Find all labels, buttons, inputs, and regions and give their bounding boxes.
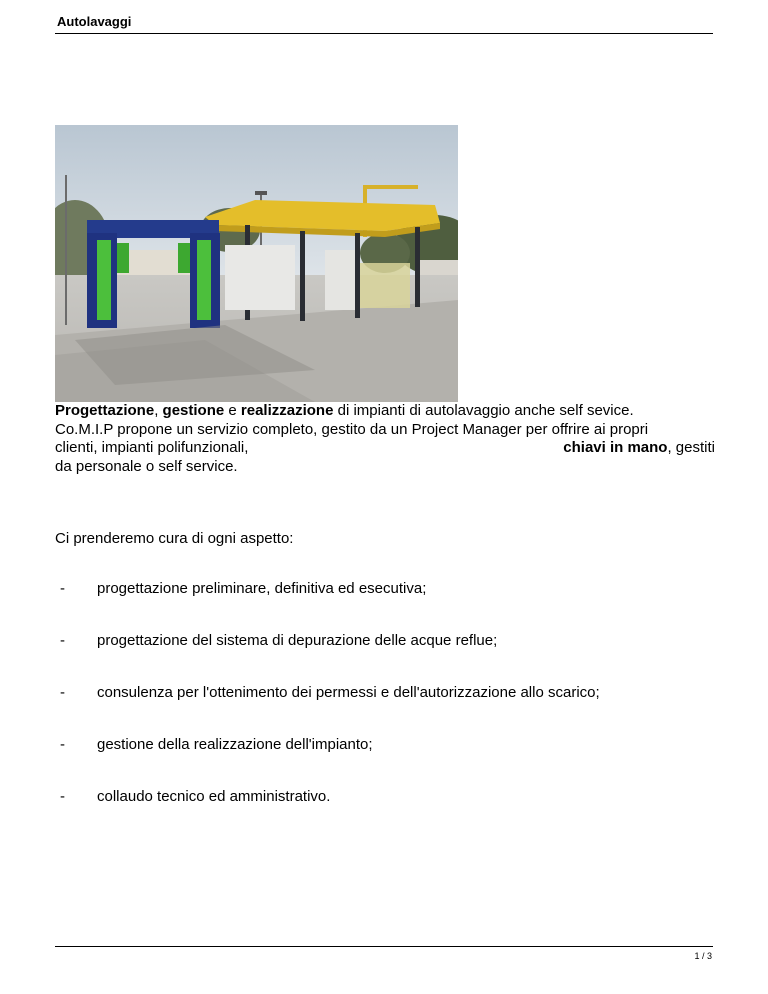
header-rule xyxy=(55,33,713,34)
intro-line-3 xyxy=(55,439,715,458)
intro-line-2: Co.M.I.P propone un servizio completo, gestito da un Project Manager per offrire ai propri xyxy=(55,420,649,438)
list-item-text: consulenza per l'ottenimento dei permessi e dell'autorizzazione allo scarico; xyxy=(97,684,600,701)
page-header-title: Autolavaggi xyxy=(57,14,132,29)
list-item xyxy=(60,632,497,649)
list-item-text: progettazione preliminare, definitiva ed esecutiva; xyxy=(97,580,427,597)
intro-text: di impianti di autolavaggio anche self sevice. xyxy=(333,402,634,419)
bold-chiavi-in-mano: chiavi in mano xyxy=(563,439,668,456)
page-number: 1 / 3 xyxy=(694,951,712,961)
list-item-text: progettazione del sistema di depurazione delle acque reflue; xyxy=(97,632,498,649)
list-item xyxy=(60,736,373,753)
list-dash: - xyxy=(60,736,65,753)
car-wash-photo xyxy=(55,125,458,402)
list-dash: - xyxy=(60,684,65,701)
bold-progettazione: Progettazione xyxy=(55,402,155,419)
intro-text: clienti, impianti polifunzionali, xyxy=(55,439,249,456)
bold-realizzazione: realizzazione xyxy=(240,402,334,419)
list-dash: - xyxy=(60,788,65,805)
intro-text: , xyxy=(154,402,163,419)
list-item-text: gestione della realizzazione dell'impianto; xyxy=(97,736,373,753)
footer-rule xyxy=(55,946,713,947)
list-item-text: collaudo tecnico ed amministrativo. xyxy=(97,788,331,805)
care-heading: Ci prenderemo cura di ogni aspetto: xyxy=(55,530,294,547)
list-item xyxy=(60,788,330,805)
intro-line-4: da personale o self service. xyxy=(55,457,238,475)
list-item xyxy=(60,580,426,597)
intro-line-3-right xyxy=(563,439,715,458)
intro-line-1 xyxy=(55,402,715,421)
intro-text: , gestiti xyxy=(667,439,715,456)
list-dash: - xyxy=(60,632,65,649)
list-item xyxy=(60,684,600,701)
intro-text: e xyxy=(224,402,241,419)
intro-paragraph xyxy=(55,402,715,476)
list-dash: - xyxy=(60,580,65,597)
bold-gestione: gestione xyxy=(162,402,225,419)
